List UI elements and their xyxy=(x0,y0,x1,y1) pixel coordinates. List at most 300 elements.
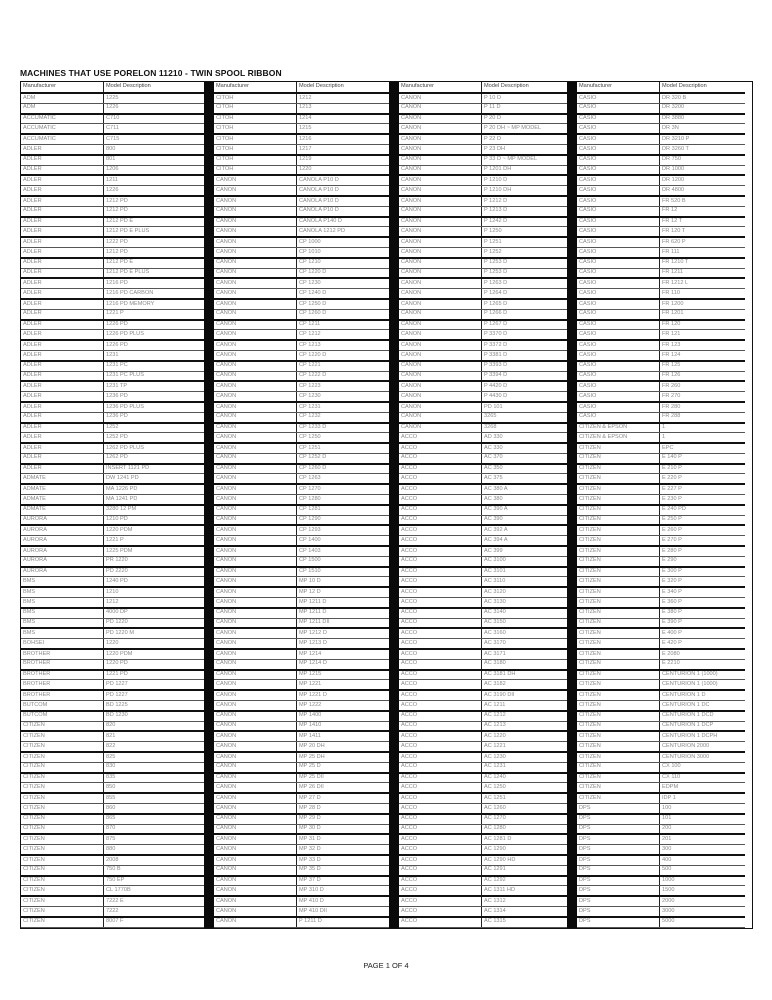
cell-model-description: CP 1500 xyxy=(299,557,321,564)
cell-model-description: 300 xyxy=(662,845,672,852)
table-row xyxy=(399,465,567,475)
table-row xyxy=(21,341,204,351)
cell-model-description: 7222 xyxy=(106,907,119,914)
cell-model-description: AC 3101 xyxy=(484,568,506,575)
cell-manufacturer: CASIO xyxy=(577,382,660,391)
cell-model-description: E 400 P xyxy=(662,630,682,637)
cell-model-description: DR 3880 xyxy=(662,115,685,122)
table-row xyxy=(21,289,204,300)
cell-model-description: 1216 PD MEMORY xyxy=(106,300,155,307)
cell-model-description: MP 1213 D xyxy=(299,639,327,646)
table-row xyxy=(399,712,567,722)
cell-model-description: CANOLA P10 D xyxy=(299,197,339,204)
table-row xyxy=(214,248,389,259)
cell-manufacturer: ADLER xyxy=(21,289,104,298)
cell-manufacturer: CANON xyxy=(214,609,297,618)
cell-model-description: 1231 TP xyxy=(106,382,128,389)
cell-manufacturer: CANON xyxy=(214,691,297,700)
cell-model-description: 1212 PD E xyxy=(106,259,134,266)
cell-manufacturer: CANON xyxy=(214,598,297,607)
cell-model-description: FR 1212 L xyxy=(662,279,689,286)
cell-model-description: CENTURION 1 DCPH xyxy=(662,733,718,739)
cell-model-description: CP 1290 xyxy=(299,516,321,523)
cell-manufacturer: CASIO xyxy=(577,94,660,103)
cell-manufacturer: ADMATE xyxy=(21,495,104,504)
table-row xyxy=(21,557,204,568)
cell-model-description: 1262 PD xyxy=(106,454,128,461)
cell-manufacturer: CANON xyxy=(399,330,482,339)
cell-manufacturer: CITIZEN xyxy=(577,526,660,535)
cell-model-description: 1220 PDM xyxy=(106,650,133,657)
table-row xyxy=(21,94,204,104)
table-row xyxy=(399,351,567,362)
header-manufacturer: Manufacturer xyxy=(577,82,660,92)
table-row xyxy=(577,794,745,804)
cell-model-description: 2000 xyxy=(662,897,675,904)
table-row xyxy=(577,115,745,125)
cell-manufacturer: CANON xyxy=(399,197,482,206)
cell-manufacturer: CANON xyxy=(399,115,482,124)
cell-model-description: DR 1000 xyxy=(662,166,685,173)
cell-model-description: P 1263 D xyxy=(484,279,508,286)
table-row xyxy=(577,269,745,280)
cell-model-description: C710 xyxy=(106,115,120,122)
cell-model-description: EPC xyxy=(662,444,674,451)
cell-model-description: CP 1403 xyxy=(299,547,321,554)
cell-model-description: 1231 PC xyxy=(106,362,128,369)
cell-model-description: MP 32 D xyxy=(299,845,321,852)
table-row xyxy=(21,897,204,907)
cell-manufacturer: ADLER xyxy=(21,392,104,401)
table-row xyxy=(399,197,567,207)
cell-model-description: P 1211 D xyxy=(299,918,322,925)
cell-model-description: 1226 xyxy=(106,186,119,193)
cell-model-description: E 390 P xyxy=(662,619,682,626)
cell-model-description: FR 12 T xyxy=(662,218,683,225)
table-row xyxy=(214,774,389,784)
cell-model-description: E 380 P xyxy=(662,609,682,616)
header-row xyxy=(214,82,389,94)
cell-model-description: 860 xyxy=(106,804,116,811)
cell-manufacturer: DPS xyxy=(577,918,660,927)
table-row xyxy=(214,392,389,403)
cell-model-description: CANOLA P10 D xyxy=(299,186,339,193)
cell-manufacturer: BROTHER xyxy=(21,671,104,680)
cell-model-description: CENTURION 1 (1000) xyxy=(662,681,718,688)
table-row xyxy=(577,547,745,557)
cell-manufacturer: CANON xyxy=(214,568,297,577)
table-row xyxy=(399,104,567,115)
table-row xyxy=(399,547,567,557)
table-row xyxy=(214,372,389,383)
table-row xyxy=(21,886,204,897)
table-row xyxy=(577,907,745,918)
table-row xyxy=(21,722,204,733)
table-row xyxy=(399,186,567,197)
cell-model-description: FR 1210 T xyxy=(662,259,689,266)
table-row xyxy=(21,145,204,156)
cell-manufacturer: CANON xyxy=(399,104,482,113)
cell-manufacturer: CITOH xyxy=(214,156,297,165)
table-row xyxy=(214,804,389,815)
cell-manufacturer: ACCO xyxy=(399,742,482,751)
table-row xyxy=(21,877,204,887)
table-row xyxy=(21,279,204,289)
cell-model-description: 1206 xyxy=(106,166,119,173)
table-row xyxy=(214,701,389,712)
cell-manufacturer: AURORA xyxy=(21,547,104,556)
table-row xyxy=(21,465,204,475)
cell-model-description: 1212 PD xyxy=(106,197,128,204)
cell-manufacturer: CASIO xyxy=(577,227,660,236)
table-row xyxy=(399,474,567,485)
cell-manufacturer: CANON xyxy=(399,238,482,247)
table-row xyxy=(214,783,389,794)
cell-model-description: MP 1212 D xyxy=(299,630,327,637)
table-row xyxy=(214,619,389,630)
cell-manufacturer: CANON xyxy=(399,166,482,175)
table-row xyxy=(214,94,389,104)
cell-manufacturer: CANON xyxy=(214,279,297,288)
cell-model-description: 200 xyxy=(662,825,672,832)
cell-manufacturer: ADLER xyxy=(21,403,104,412)
cell-manufacturer: ACCO xyxy=(399,691,482,700)
cell-manufacturer: ACCO xyxy=(399,877,482,886)
cell-model-description: E 260 P xyxy=(662,527,682,534)
cell-model-description: E 270 P xyxy=(662,536,682,543)
cell-manufacturer: DPS xyxy=(577,877,660,886)
table-row xyxy=(214,259,389,269)
table-row xyxy=(214,197,389,207)
document-title: MACHINES THAT USE PORELON 11210 - TWIN SPOOL RIBBON xyxy=(20,68,282,78)
cell-manufacturer: AURORA xyxy=(21,557,104,566)
cell-model-description: AC 394 A xyxy=(484,536,508,543)
table-row xyxy=(214,856,389,866)
table-row xyxy=(577,691,745,701)
cell-model-description: AC 3110 xyxy=(484,578,506,585)
cell-model-description: 1225 xyxy=(106,94,119,101)
cell-manufacturer: CITIZEN xyxy=(577,536,660,545)
table-row xyxy=(214,362,389,372)
table-row xyxy=(214,424,389,434)
cell-manufacturer: ADLER xyxy=(21,145,104,154)
cell-manufacturer: CANON xyxy=(214,330,297,339)
table-row xyxy=(577,465,745,475)
cell-model-description: CX 110 xyxy=(662,774,681,781)
table-row xyxy=(399,238,567,248)
cell-manufacturer: CITIZEN xyxy=(577,732,660,741)
table-row xyxy=(577,186,745,197)
table-row xyxy=(577,289,745,300)
table-row xyxy=(399,433,567,444)
table-row xyxy=(21,742,204,753)
cell-manufacturer: CITIZEN xyxy=(21,763,104,772)
table-row xyxy=(214,124,389,135)
table-row xyxy=(214,135,389,145)
table-row xyxy=(577,639,745,650)
table-row xyxy=(21,526,204,536)
cell-manufacturer: CANON xyxy=(214,310,297,319)
cell-model-description: 1 xyxy=(662,433,666,440)
cell-model-description: CENTURION 1 D xyxy=(662,691,706,698)
cell-manufacturer: CANON xyxy=(214,474,297,483)
table-row xyxy=(577,474,745,485)
table-row xyxy=(399,94,567,104)
table-row xyxy=(577,845,745,856)
table-row xyxy=(21,845,204,856)
cell-model-description: AC 380 A xyxy=(484,485,508,492)
cell-manufacturer: ADLER xyxy=(21,197,104,206)
table-row xyxy=(577,629,745,639)
cell-manufacturer: CITIZEN xyxy=(577,639,660,648)
table-row xyxy=(21,753,204,763)
cell-model-description: MP 1214 xyxy=(299,650,322,657)
cell-manufacturer: DPS xyxy=(577,897,660,906)
cell-manufacturer: ADM xyxy=(21,94,104,103)
cell-model-description: DR 3210 P xyxy=(662,135,690,142)
cell-model-description: CP 1240 D xyxy=(299,289,327,296)
cell-model-description: 1231 xyxy=(106,351,119,358)
header-manufacturer: Manufacturer xyxy=(399,82,482,92)
table-row xyxy=(21,156,204,166)
cell-manufacturer: ACCO xyxy=(399,619,482,628)
table-row xyxy=(214,639,389,650)
cell-model-description: 2008 xyxy=(106,856,119,863)
cell-model-description: CP 1210 xyxy=(299,259,321,266)
cell-manufacturer: CITIZEN xyxy=(21,804,104,813)
cell-manufacturer: CANON xyxy=(214,619,297,628)
cell-model-description: E 300 P xyxy=(662,568,682,575)
cell-manufacturer: ADMATE xyxy=(21,506,104,515)
cell-manufacturer: ADLER xyxy=(21,259,104,268)
cell-manufacturer: ACCO xyxy=(399,526,482,535)
cell-model-description: 4000 DP xyxy=(106,609,128,616)
table-row xyxy=(214,310,389,321)
table-row xyxy=(21,783,204,794)
table-row xyxy=(214,403,389,413)
cell-manufacturer: CANON xyxy=(214,465,297,474)
table-row xyxy=(21,856,204,866)
table-row xyxy=(214,577,389,588)
table-row xyxy=(21,321,204,331)
table-row xyxy=(399,804,567,815)
table-row xyxy=(214,845,389,856)
cell-manufacturer: CANON xyxy=(214,197,297,206)
cell-model-description: FR 270 xyxy=(662,392,681,399)
cell-model-description: 1217 xyxy=(299,145,312,152)
cell-manufacturer: CANON xyxy=(214,218,297,227)
cell-manufacturer: CANON xyxy=(214,321,297,330)
table-row xyxy=(21,794,204,804)
table-row xyxy=(399,424,567,434)
cell-model-description: AC 1211 xyxy=(484,701,506,708)
cell-manufacturer: CASIO xyxy=(577,124,660,133)
cell-model-description: 1212 xyxy=(106,598,119,605)
table-row xyxy=(399,774,567,784)
cell-model-description: MP 1215 xyxy=(299,671,322,678)
cell-model-description: 1220 xyxy=(106,639,119,646)
cell-manufacturer: CANON xyxy=(214,454,297,463)
cell-model-description: CENTURION 2000 xyxy=(662,742,710,749)
cell-model-description: 1222 PD xyxy=(106,238,128,245)
cell-manufacturer: CITIZEN xyxy=(21,886,104,895)
cell-model-description: FR 280 xyxy=(662,403,681,410)
table-row xyxy=(399,413,567,424)
table-row xyxy=(577,506,745,516)
table-row xyxy=(399,516,567,527)
cell-manufacturer: CANON xyxy=(399,403,482,412)
cell-manufacturer: BUTCOM xyxy=(21,701,104,710)
cell-manufacturer: CITIZEN xyxy=(577,547,660,556)
cell-manufacturer: CANON xyxy=(399,145,482,154)
table-row xyxy=(214,907,389,918)
cell-model-description: CL 1770B xyxy=(106,886,131,893)
cell-model-description: 3000 xyxy=(662,907,675,914)
cell-model-description: CP 1010 xyxy=(299,248,321,255)
cell-manufacturer: ADLER xyxy=(21,176,104,185)
cell-model-description: P 1264 D xyxy=(484,289,508,296)
cell-manufacturer: CANON xyxy=(214,629,297,638)
cell-manufacturer: CASIO xyxy=(577,166,660,175)
cell-manufacturer: CITIZEN xyxy=(577,794,660,803)
cell-model-description: CANOLA P140 D xyxy=(299,218,342,225)
cell-model-description: 1220 PDM xyxy=(106,527,133,534)
cell-model-description: 801 xyxy=(106,156,116,163)
table-row xyxy=(21,680,204,691)
cell-model-description: AC 390 A xyxy=(484,506,508,513)
cell-model-description: 855 xyxy=(106,794,116,801)
table-row xyxy=(399,444,567,454)
cell-model-description: 822 xyxy=(106,742,116,749)
cell-model-description: 1216 PD xyxy=(106,279,128,286)
cell-model-description: P 3381 D xyxy=(484,351,508,358)
table-row xyxy=(399,671,567,681)
cell-model-description: FR 123 xyxy=(662,341,681,348)
cell-manufacturer: DPS xyxy=(577,845,660,854)
table-row xyxy=(399,732,567,742)
cell-model-description: E 227 P xyxy=(662,485,682,492)
cell-model-description: MP 27 D xyxy=(299,794,321,801)
table-row xyxy=(577,145,745,156)
header-manufacturer: Manufacturer xyxy=(21,82,104,92)
table-row xyxy=(577,372,745,383)
cell-model-description: MP 410 DII xyxy=(299,907,327,914)
table-row xyxy=(577,433,745,444)
table-row xyxy=(21,372,204,383)
cell-manufacturer: CANON xyxy=(214,557,297,566)
table-row xyxy=(399,866,567,877)
cell-manufacturer: CITIZEN xyxy=(577,712,660,721)
table-row xyxy=(577,660,745,671)
cell-manufacturer: CITOH xyxy=(214,135,297,144)
cell-model-description: CANOLA P10 D xyxy=(299,207,339,214)
cell-manufacturer: BMS xyxy=(21,577,104,586)
cell-manufacturer: CANON xyxy=(399,94,482,103)
table-row xyxy=(214,156,389,166)
cell-manufacturer: CASIO xyxy=(577,403,660,412)
cell-manufacturer: CANON xyxy=(214,783,297,792)
cell-model-description: 1236 PD xyxy=(106,392,128,399)
table-row xyxy=(399,269,567,280)
table-row xyxy=(399,321,567,331)
cell-model-description: 820 xyxy=(106,722,116,729)
table-row xyxy=(21,918,204,928)
cell-manufacturer: CASIO xyxy=(577,186,660,195)
table-row xyxy=(577,330,745,341)
table-row xyxy=(214,815,389,825)
cell-manufacturer: CITIZEN xyxy=(577,609,660,618)
cell-manufacturer: ACCO xyxy=(399,732,482,741)
cell-model-description: 500 xyxy=(662,866,672,873)
cell-manufacturer: CITIZEN xyxy=(577,598,660,607)
table-row xyxy=(399,330,567,341)
table-row xyxy=(21,207,204,218)
cell-model-description: MP 28 D xyxy=(299,804,321,811)
cell-model-description: PD 1227 xyxy=(106,681,128,688)
table-row xyxy=(214,732,389,742)
cell-model-description: CP 1212 xyxy=(299,330,321,337)
header-model-description: Model Description xyxy=(299,83,344,90)
cell-model-description: P 10 D xyxy=(484,94,501,101)
table-row xyxy=(577,516,745,527)
cell-model-description: 1219 xyxy=(299,156,312,163)
cell-model-description: 1221 P xyxy=(106,310,124,317)
table-row xyxy=(214,289,389,300)
cell-model-description: CANOLA 1212 PD xyxy=(299,227,346,234)
cell-manufacturer: CASIO xyxy=(577,341,660,350)
cell-manufacturer: CANON xyxy=(399,362,482,371)
table-row xyxy=(21,104,204,115)
cell-manufacturer: ACCO xyxy=(399,660,482,669)
cell-model-description: P 3372 D xyxy=(484,341,508,348)
cell-model-description: FR 124 xyxy=(662,351,681,358)
cell-model-description: MP 29 D xyxy=(299,815,321,822)
table-row xyxy=(214,712,389,722)
cell-model-description: 1226 xyxy=(106,104,119,111)
table-row xyxy=(399,783,567,794)
cell-manufacturer: CASIO xyxy=(577,413,660,422)
table-row xyxy=(399,156,567,166)
cell-manufacturer: CASIO xyxy=(577,104,660,113)
cell-manufacturer: CASIO xyxy=(577,115,660,124)
table-row xyxy=(399,176,567,186)
column-group-1 xyxy=(21,82,204,928)
table-row xyxy=(577,424,745,434)
table-row xyxy=(577,526,745,536)
header-row xyxy=(577,82,745,94)
cell-model-description: 1226 PD xyxy=(106,321,128,328)
cell-model-description: 1252 PD xyxy=(106,433,128,440)
cell-manufacturer: ACCO xyxy=(399,753,482,762)
table-row xyxy=(21,238,204,248)
cell-model-description: P 1210 D xyxy=(484,176,508,183)
cell-model-description: AC 3100 xyxy=(484,557,506,564)
cell-manufacturer: ACCO xyxy=(399,516,482,525)
table-row xyxy=(21,362,204,372)
table-row xyxy=(21,392,204,403)
table-row xyxy=(21,774,204,784)
cell-manufacturer: AURORA xyxy=(21,526,104,535)
table-row xyxy=(21,269,204,280)
table-row xyxy=(21,485,204,495)
cell-manufacturer: CANON xyxy=(214,516,297,525)
cell-model-description: E 220 P xyxy=(662,475,682,482)
cell-model-description: FR 125 xyxy=(662,362,681,369)
cell-manufacturer: CANON xyxy=(214,536,297,545)
cell-manufacturer: CANON xyxy=(214,433,297,442)
table-row xyxy=(214,115,389,125)
cell-model-description: P 3370 D xyxy=(484,330,508,337)
